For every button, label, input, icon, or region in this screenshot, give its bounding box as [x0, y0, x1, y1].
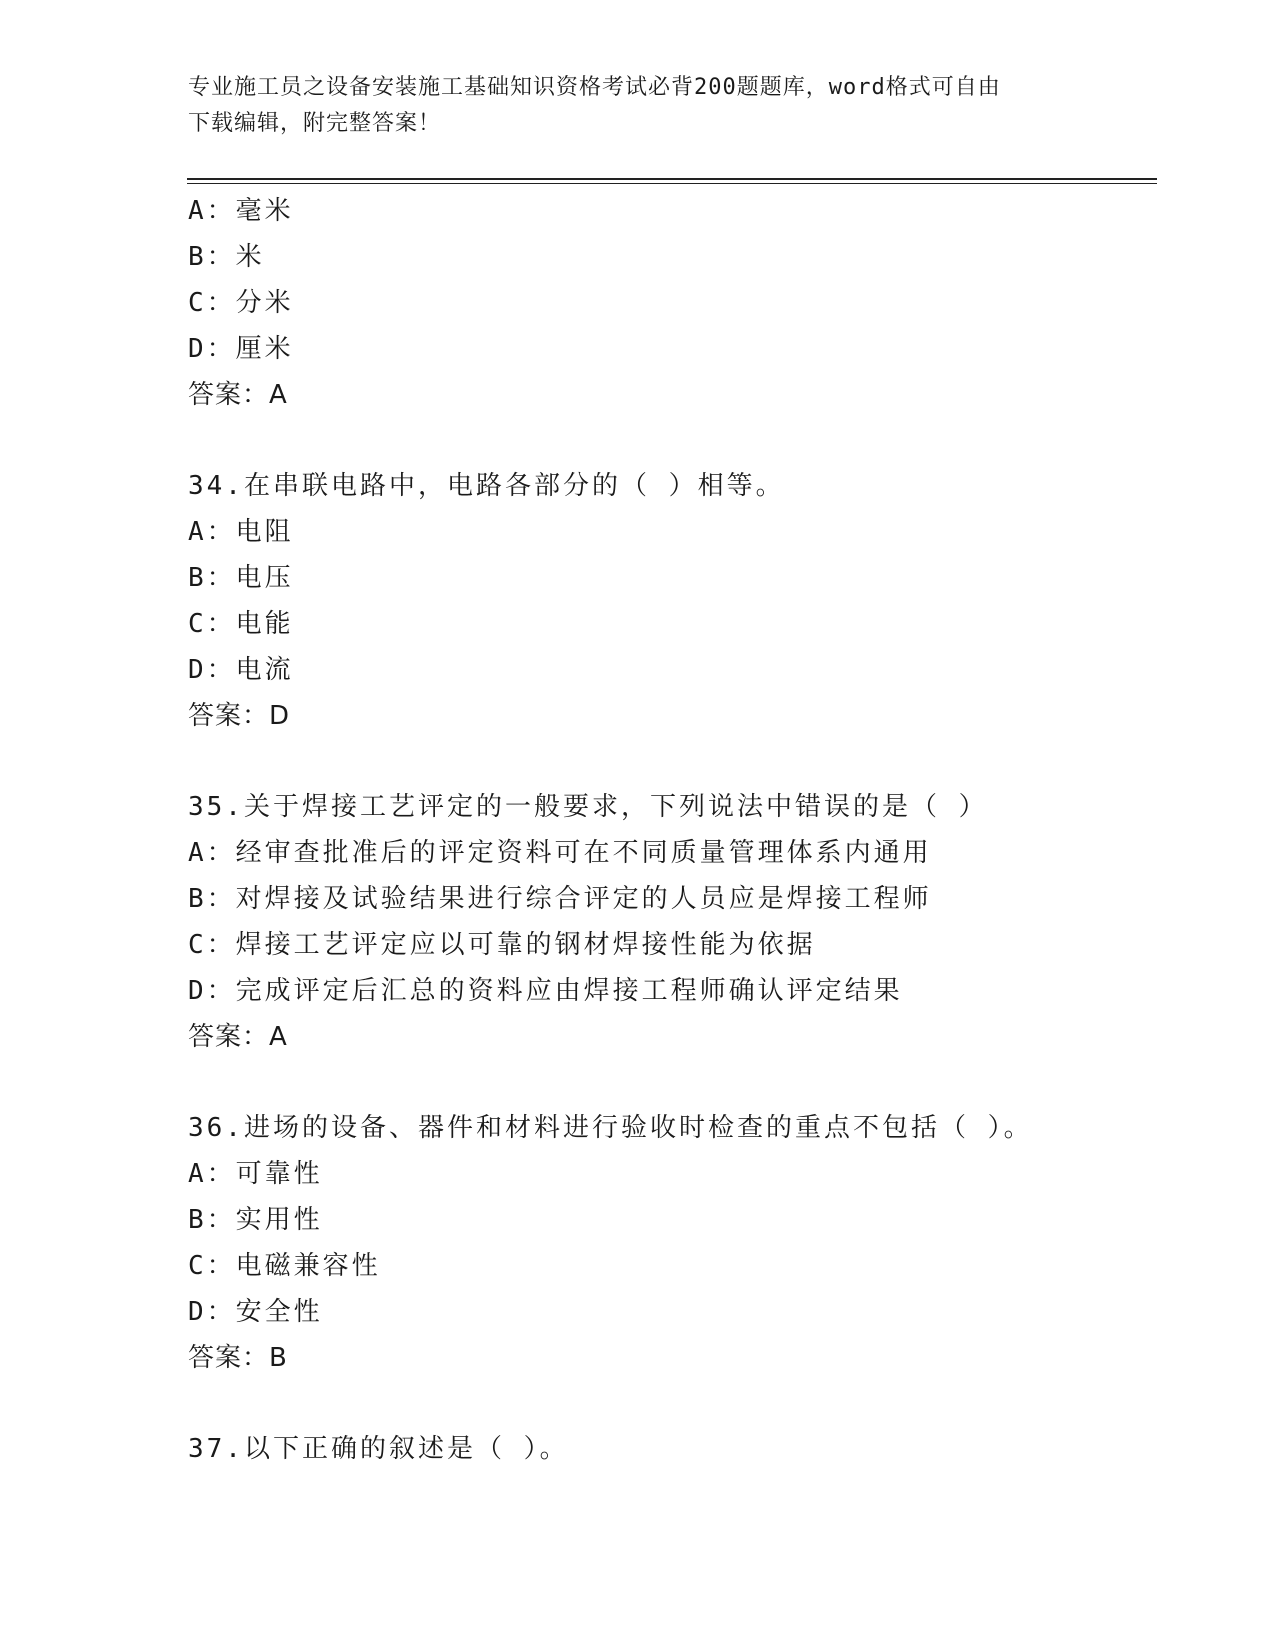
question-block-37 [188, 1426, 1148, 1472]
option-a: A：经审查批准后的评定资料可在不同质量管理体系内通用 [188, 838, 932, 868]
question-block-35 [188, 784, 1148, 1060]
question-block-33 [188, 188, 1148, 418]
option-b: B：电压 [188, 563, 294, 593]
question-text: 34.在串联电路中，电路各部分的（ ）相等。 [188, 471, 785, 501]
question-block-36 [188, 1105, 1148, 1381]
question-text: 35.关于焊接工艺评定的一般要求，下列说法中错误的是（ ） [188, 792, 988, 822]
answer-line: 答案：B [188, 1343, 288, 1373]
question-list [188, 188, 1148, 1472]
option-d: D：电流 [188, 655, 294, 685]
header-line-1: 专业施工员之设备安装施工基础知识资格考试必背200题题库，word格式可自由 [188, 75, 1001, 100]
option-d: D：安全性 [188, 1297, 323, 1327]
question-text: 37.以下正确的叙述是（ ）。 [188, 1434, 569, 1464]
option-a: A：可靠性 [188, 1159, 323, 1189]
header-rule-thick [187, 178, 1157, 180]
answer-line: 答案：A [188, 380, 288, 410]
option-d: D：厘米 [188, 334, 294, 364]
header-rule-thin [187, 183, 1157, 184]
option-c: C：电磁兼容性 [188, 1251, 381, 1281]
option-c: C：焊接工艺评定应以可靠的钢材焊接性能为依据 [188, 930, 816, 960]
question-text: 36.进场的设备、器件和材料进行验收时检查的重点不包括（ ）。 [188, 1113, 1033, 1143]
block-spacer [188, 1060, 1148, 1105]
option-a: A：电阻 [188, 517, 294, 547]
option-a: A：毫米 [188, 196, 294, 226]
option-b: B：对焊接及试验结果进行综合评定的人员应是焊接工程师 [188, 884, 932, 914]
option-b: B：米 [188, 242, 265, 272]
answer-line: 答案：D [188, 701, 291, 731]
answer-line: 答案：A [188, 1022, 288, 1052]
option-c: C：电能 [188, 609, 294, 639]
block-spacer [188, 1381, 1148, 1426]
block-spacer [188, 739, 1148, 784]
header-line-2: 下载编辑，附完整答案！ [188, 111, 442, 136]
document-header [188, 70, 1088, 142]
option-b: B：实用性 [188, 1205, 323, 1235]
option-d: D：完成评定后汇总的资料应由焊接工程师确认评定结果 [188, 976, 903, 1006]
block-spacer [188, 418, 1148, 463]
question-block-34 [188, 463, 1148, 739]
option-c: C：分米 [188, 288, 294, 318]
